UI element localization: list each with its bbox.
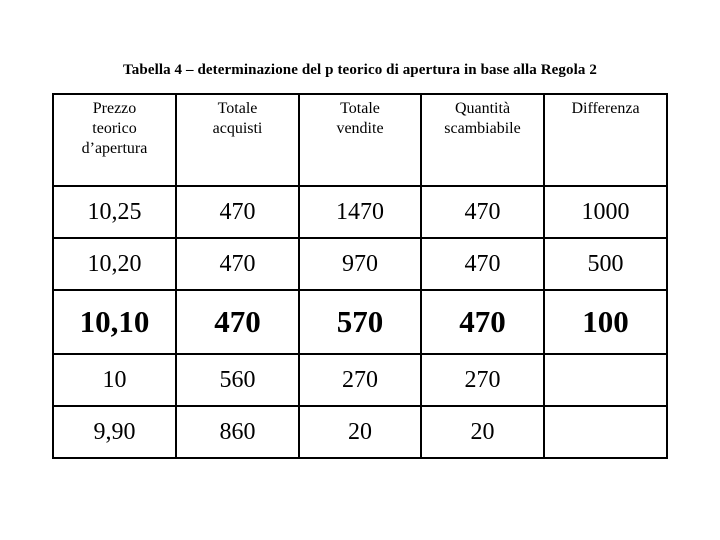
header-prezzo bbox=[53, 94, 176, 186]
header-quantita bbox=[421, 94, 544, 186]
cell-vendite: 1470 bbox=[299, 186, 421, 238]
table-header-row bbox=[53, 94, 667, 186]
table-row-highlighted bbox=[53, 290, 667, 354]
cell-acquisti: 560 bbox=[176, 354, 299, 406]
cell-acquisti: 470 bbox=[176, 186, 299, 238]
table-row bbox=[53, 238, 667, 290]
cell-prezzo: 10,20 bbox=[53, 238, 176, 290]
cell-quantita: 20 bbox=[421, 406, 544, 458]
cell-quantita: 270 bbox=[421, 354, 544, 406]
header-differenza bbox=[544, 94, 667, 186]
cell-prezzo: 10,10 bbox=[53, 290, 176, 354]
header-totale-vendite bbox=[299, 94, 421, 186]
header-line: d’apertura bbox=[81, 140, 148, 157]
header-line: Prezzo bbox=[92, 100, 137, 117]
cell-acquisti: 860 bbox=[176, 406, 299, 458]
price-table bbox=[52, 93, 668, 459]
cell-differenza: 500 bbox=[544, 238, 667, 290]
cell-acquisti: 470 bbox=[176, 238, 299, 290]
header-line: Differenza bbox=[571, 100, 640, 117]
table-row bbox=[53, 186, 667, 238]
header-line: teorico bbox=[92, 120, 137, 137]
header-line: acquisti bbox=[212, 120, 263, 137]
cell-prezzo: 9,90 bbox=[53, 406, 176, 458]
header-line: vendite bbox=[336, 120, 384, 137]
cell-prezzo: 10 bbox=[53, 354, 176, 406]
header-line: Totale bbox=[217, 100, 258, 117]
table-row bbox=[53, 354, 667, 406]
cell-vendite: 570 bbox=[299, 290, 421, 354]
header-line: Totale bbox=[340, 100, 380, 117]
header-line: Quantità bbox=[454, 100, 511, 117]
cell-acquisti: 470 bbox=[176, 290, 299, 354]
table-row bbox=[53, 406, 667, 458]
header-totale-acquisti bbox=[176, 94, 299, 186]
cell-vendite: 970 bbox=[299, 238, 421, 290]
header-line: scambiabile bbox=[444, 120, 521, 137]
cell-differenza bbox=[544, 406, 667, 458]
cell-vendite: 270 bbox=[299, 354, 421, 406]
cell-prezzo: 10,25 bbox=[53, 186, 176, 238]
cell-quantita: 470 bbox=[421, 290, 544, 354]
cell-quantita: 470 bbox=[421, 186, 544, 238]
cell-differenza: 100 bbox=[544, 290, 667, 354]
cell-quantita: 470 bbox=[421, 238, 544, 290]
table-caption: Tabella 4 – determinazione del p teorico di apertura in base alla Regola 2 bbox=[123, 62, 597, 78]
cell-differenza: 1000 bbox=[544, 186, 667, 238]
cell-differenza bbox=[544, 354, 667, 406]
cell-vendite: 20 bbox=[299, 406, 421, 458]
